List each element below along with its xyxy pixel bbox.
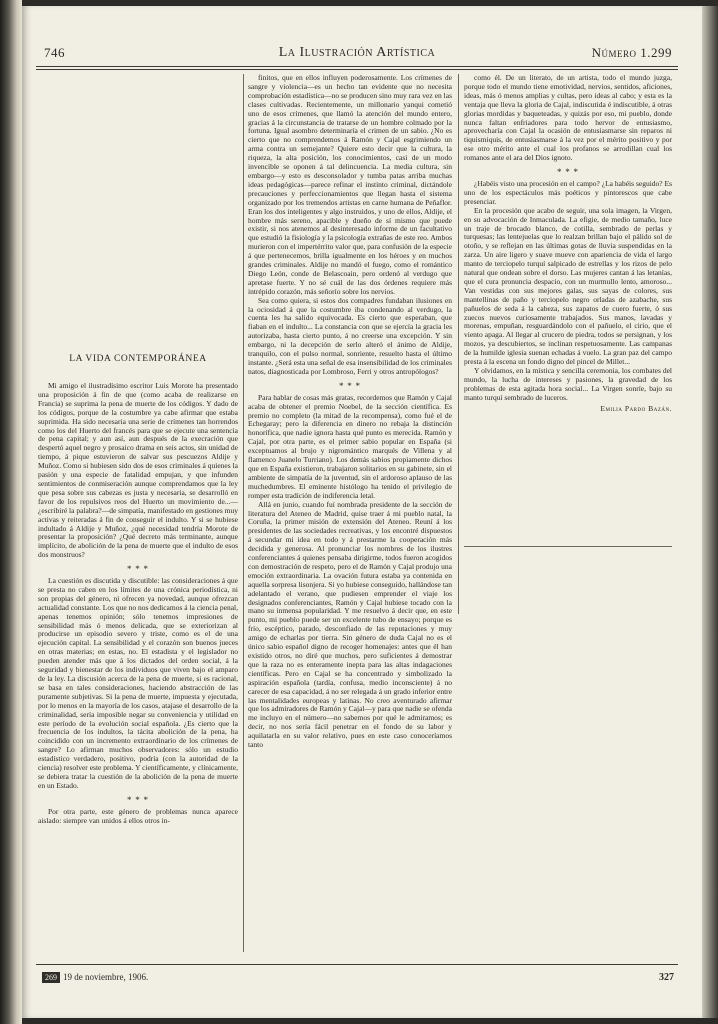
paragraph: ¿Habéis visto una procesión en el campo? ¿La habéis seguido? Es uno de los espectáculos más poéticos y pintorescos que cabe presenciar. xyxy=(464,178,672,206)
paragraph: finitos, que en ellos influyen poderosamente. Los crímenes de sangre y violencia—es un hecho tan evidente que no necesita comprobación estadística—no se producen sino muy rara vez en las clases cultivadas. Recientemente, un millonario yanqui cometió uno de esos crímenes, que llamó la atención del mundo entero, gracias á la circunstancia de tratarse de un hombre colmado por la fortuna. Igual asombro determinaría el crimen de un sabio. ¿No es cierto que no comprendemos á Ramón y Cajal esgrimiendo un arma contra un semejante? Quiere esto decir que la cultura, la riqueza, la alta posición, los conocimientos, casi de un modo invencible se oponen á tal delincuencia. La media cultura, sin embargo—y esto es desconsolador y tumba patas arriba muchas ideas pedagógicas—parece refinar el instinto criminal, dictándole precauciones y perfeccionamientos que llegan hasta el sistema organizado por los tremendos artistas en carne humana de Peñaflor. Eran los dos inteligentes y algo instruidos, y uno de ellos, Aldije, el hombre más sereno, apacible y dueño de sí mismo que puede existir, si nos atenemos al desinteresado informe de un facultativo que estudió la fisiología y la psicología extrañas de este reo. Ambos murieron con el impertérrito valor que, para confusión de la especie á que pertenecemos, brilla igualmente en los héroes y en muchos grandes criminales. Aldije no mandó el fuego, como el romántico Diego León, conde de Belascoain, pero ordenó al verdugo que apretase fuerte. Y no sé cuál de las dos órdenes requiere más intrépido corazón, más señorío sobre los nervios. xyxy=(248,74,452,296)
column-3 xyxy=(464,74,672,544)
paragraph: Y olvidamos, en la mística y sencilla ceremonia, los combates del mundo, la lucha de intereses y pasiones, la gravedad de los problemas de esta agitada hora social... La Virgen sonríe, bajo su manto turquí sembrado de luceros. xyxy=(464,366,672,402)
header-rule xyxy=(36,66,678,67)
column-2 xyxy=(248,74,452,952)
book-spine-shadow xyxy=(0,0,22,1024)
asterism: * * * xyxy=(126,564,150,575)
paragraph: La cuestión es discutida y discutible: las consideraciones á que se presta no caben en los límites de una crónica periodística, ni son propias del género, ni ofrecen ya novedad, aunque ofrezcan actualidad constante. Los que no nos dedicamos á la ciencia penal, apenas tenemos opinión; sólo tenemos impresiones de sensibilidad más ó menos delicada, que se exteriorizan al producirse un episodio severo y triste, como es el de una ejecución capital. La sensibilidad y el corazón son buenos jueces en otras materias; en estas, no. El estadista y el legislador no pueden atender más que á los dictados del orden social, á la seguridad y bienestar de los individuos que viven bajo el amparo de la ley. La discusión acerca de la pena de muerte, si es racional, se basa en tales consideraciones, haciendo abstracción de las puramente subjetivas. Si la pena de muerte, impuesta y ejecutada, por lo menos en la mayoría de los casos, atajase el desarrollo de la criminalidad, sería imposible negar su conveniencia y utilidad en este período de la evolución social española. ¿Es cierto que la frecuencia de los indultos, la tácita abolición de la pena, ha coincidido con un incremento extraordinario de los crímenes de sangre? Lo afirman muchos observadores: sólo un estudio estadístico verdadero, positivo, podría (con la autoridad de la ciencia) resolver este problema. Y científicamente, y clínicamente, se debiera tratar la cuestión de la abolición de la pena de muerte en un Estado. xyxy=(38,576,238,790)
publication-date: 19 de noviembre, 1906. xyxy=(63,972,149,982)
paragraph: Sea como quiera, si estos dos compadres fundaban ilusiones en la ociosidad á que la costumbre iba condenando al verdugo, la cuenta les ha salido equivocada. Es cierto que esperaban, que fiaban en el indulto... La constancia con que se ejercía la gracia les autorizaba, hasta cierto punto, á no creerse una excepción. Y sin embargo, ni la decepción de serlo alteró el ánimo de Aldije, tranquilo, con el pulso normal, sonriente, resuelto hasta el último instante. ¿Será esta una señal de esa insensibilidad de los criminales natos, diagnosticada por Lombroso, Ferri y otros antropólogos? xyxy=(248,295,452,376)
column-divider xyxy=(458,74,459,614)
paragraph: como él. De un literato, de un artista, todo el mundo juzga, porque todo el mundo tiene emotividad, nervios, sentidos, aficiones, ideas, más ó menos amplias y cultas, pero ideas al cabo; y esta es la ventaja que lleva la gloria de Cajal, indiscutida é indiscutible, á otras glorias mordidas y baqueteadas, y quizás por eso, mi pueblo, donde nunca faltan enfriadores para todo hervor de entusiasmo, aprovecharía con Cajal la ocasión de entusiasmarse sin reparos ni tiquismiquis, de entusiasmarse á la vez por el mérito positivo y por ese otro mérito ante el cual los profanos se arrodillan cual los romanos ante el ara del Dios ignoto. xyxy=(464,74,672,163)
asterism: * * * xyxy=(338,380,362,391)
paragraph: Para hablar de cosas más gratas, recordemos que Ramón y Cajal acaba de obtener el premio Noebel, de la sección científica. Es premio no completo (la mitad de la recompensa), como fué el de Echegaray; pero la diferencia en dinero no rebaja la distinción honorífica, que nadie ignora hasta qué punto es merecida. Ramón y Cajal, por otra parte, es el primer sabio popular en España (si exceptuamos al brujo y nigromántico marqués de Villena y al flamenco Juanelo Turriano). Los demás sabios propiamente dichos que en España existieron, trabajaron solitarios en su gabinete, sin el ambiente de simpatía de la juventud, sin el ardoroso aplauso de las muchedumbres. El eminente histólogo ha tenido el privilegio de romper esta tradición de indiferencia letal. xyxy=(248,392,452,500)
page-header xyxy=(36,42,678,64)
section-title: LA VIDA CONTEMPORÁNEA xyxy=(69,354,207,364)
page-footer xyxy=(36,970,678,986)
paragraph: En la procesión que acabo de seguir, una sola imagen, la Virgen, en su advocación de Inmaculada. La efigie, de medio tamaño, luce un traje de brocado blanco, de cotilla, sembrado de perlas y turquesas; las lentejuelas que lo realzan brillan bajo el pálido sol de otoño, y se reflejan en las últimas gotas de lluvia suspendidas en la zarza. Un aire ligero y suave mueve con apariencia de vida el largo manto de terciopelo turquí salpicado de estrellas y los rizos de pelo natural que ondean sobre el dorso. Las mujeres cantan á las letanías, que el cura pronuncia despacio, con un murmullo lento, amoroso... Van vestidas con sus mejores galas, sus sayas de colores, sus mantellinas de paño y terciopelo negro orladas de azabache, sus pañuelos de seda á la cabeza, sus zapatos de cuero fuerte, ó sus zuecos nuevos curiosamente trabajados. Sus manos, lavadas y morenas, empuñan, resguardándolo con el pañuelo, el cirio, que el viento apaga. Al llegar al crucero de piedra, todos se persignan, y los mozos, ya descubiertos, se inclinan respetuosamente. Las campanas de la humilde iglesia suenan echadas á vuelo. La gran paz del campo presta á la escena un fondo digno del pincel de Millet... xyxy=(464,205,672,367)
page-number: 746 xyxy=(44,45,65,60)
asterism: * * * xyxy=(556,167,580,178)
asterism: * * * xyxy=(126,794,150,805)
column-end-rule xyxy=(464,546,672,547)
header-rule-thin xyxy=(36,69,678,70)
footer-date-wrap xyxy=(42,972,148,983)
issue-number: Número 1.299 xyxy=(591,45,672,60)
paragraph: Mi amigo el ilustradísimo escritor Luis Morote ha presentado una proposición á fin de que (como acaba de realizarse en Francia) se suprima la pena de muerte de los códigos. Y dado de los códigos, porque de la costumbre ya cabe afirmar que estaba suprimida. Ha sido necesaria una serie de crímenes tan horrendos como los del Huerto del francés para que se ejecute una sentencia de pena capital; y aun así, aun después de la execración que despertó aquel negro y prosaico drama en seis actos, sin unidad de tiempo, á pique estuvieron de salvar sus pescuezos Aldije y Muñoz. Como si hubiesen sido dos de esos criminales á quienes la pasión y una especie de fatalidad empujan, y que infunden sentimientos de conmiseración aunque comprendamos que la ley que pesa sobre sus cabezas es justa y necesaria, se desarrolló en favor de los repulsivos reos del Huerto un movimiento de...—¿escribiré la palabra?—de simpatía, manifestado en gestiones muy activas y reiteradas á fin de conseguir el indulto. Y si se hubiese indultado á Aldije y Muñoz, ¿qué necesidad tendría Morote de presentar la proposición? ¿Qué decreto más terminante, aunque implícito, de abolición de la pena de muerte que el indulto de esos dos monstruos? xyxy=(38,381,238,560)
author-signature: Emilia Pardo Bazán. xyxy=(600,403,672,413)
footer-rule xyxy=(36,964,678,965)
issue-badge: 269 xyxy=(42,972,60,983)
magazine-title: La Ilustración Artística xyxy=(278,45,436,60)
magazine-page xyxy=(22,6,702,1018)
paragraph: Por otra parte, este género de problemas nunca aparece aislado: siempre van unidos á ellos otros in- xyxy=(38,806,238,825)
column-divider xyxy=(243,74,244,952)
paragraph: Allá en junio, cuando fuí nombrada presidente de la sección de literatura del Ateneo de Madrid, quise traer á mi pueblo natal, la Coruña, la primer misión de extensión del Ateneo. Reuní á los presidentes de las sociedades recreativas, y los encontré dispuestos á secundar mi idea en todo y á prestarme la cooperación más decidida y generosa. Al pronunciar los nombres de los ilustres conferenciantes á quienes pensaba dirigirme, todos fueron acogidos con demostración de respeto, pero el de Ramón y Cajal produjo una emoción extraordinaria. La ovación futura estaba ya contenida en aquella sorpresa lisonjera. Si yo hubiese conseguido, hallándose tan adelantado el verano, que pudiesen emprender el viaje los designados conferenciantes, Ramón y Cajal hubiese tocado con la mano su inmensa popularidad. Y me resuelvo á decir que, en este punto, mi pueblo puede ser un excelente tubo de ensayo; porque es frío, escéptico, parado, desconfiado de las reputaciones y muy amigo de echarlas por tierra. Sin género de duda Cajal no es el único sabio español digno de recoger homenajes: antes que él han existido otros, no diré que muchos, pero suficientes á demostrar que la raza no es enteramente inepta para las altas indagaciones científicas. Pero en Cajal se ha concentrado y simbolizado la aspiración española (tardía, confusa, medio inconsciente) á no carecer de esa capacidad, á no ser relegada á un grado inferior entre las mentalidades europeas y latinas. No creo aventurado afirmar que los admiradores de Ramón y Cajal—y para que nadie se ofenda me incluyo en el número—no sabemos por qué le admiramos; es decir, no nos sería fácil penetrar en el fondo de su labor y aquilatarla en su valor relativo, pues en este caso conoceríamos tanto xyxy=(248,499,452,750)
folio-number: 327 xyxy=(659,972,674,983)
column-1 xyxy=(38,74,238,952)
